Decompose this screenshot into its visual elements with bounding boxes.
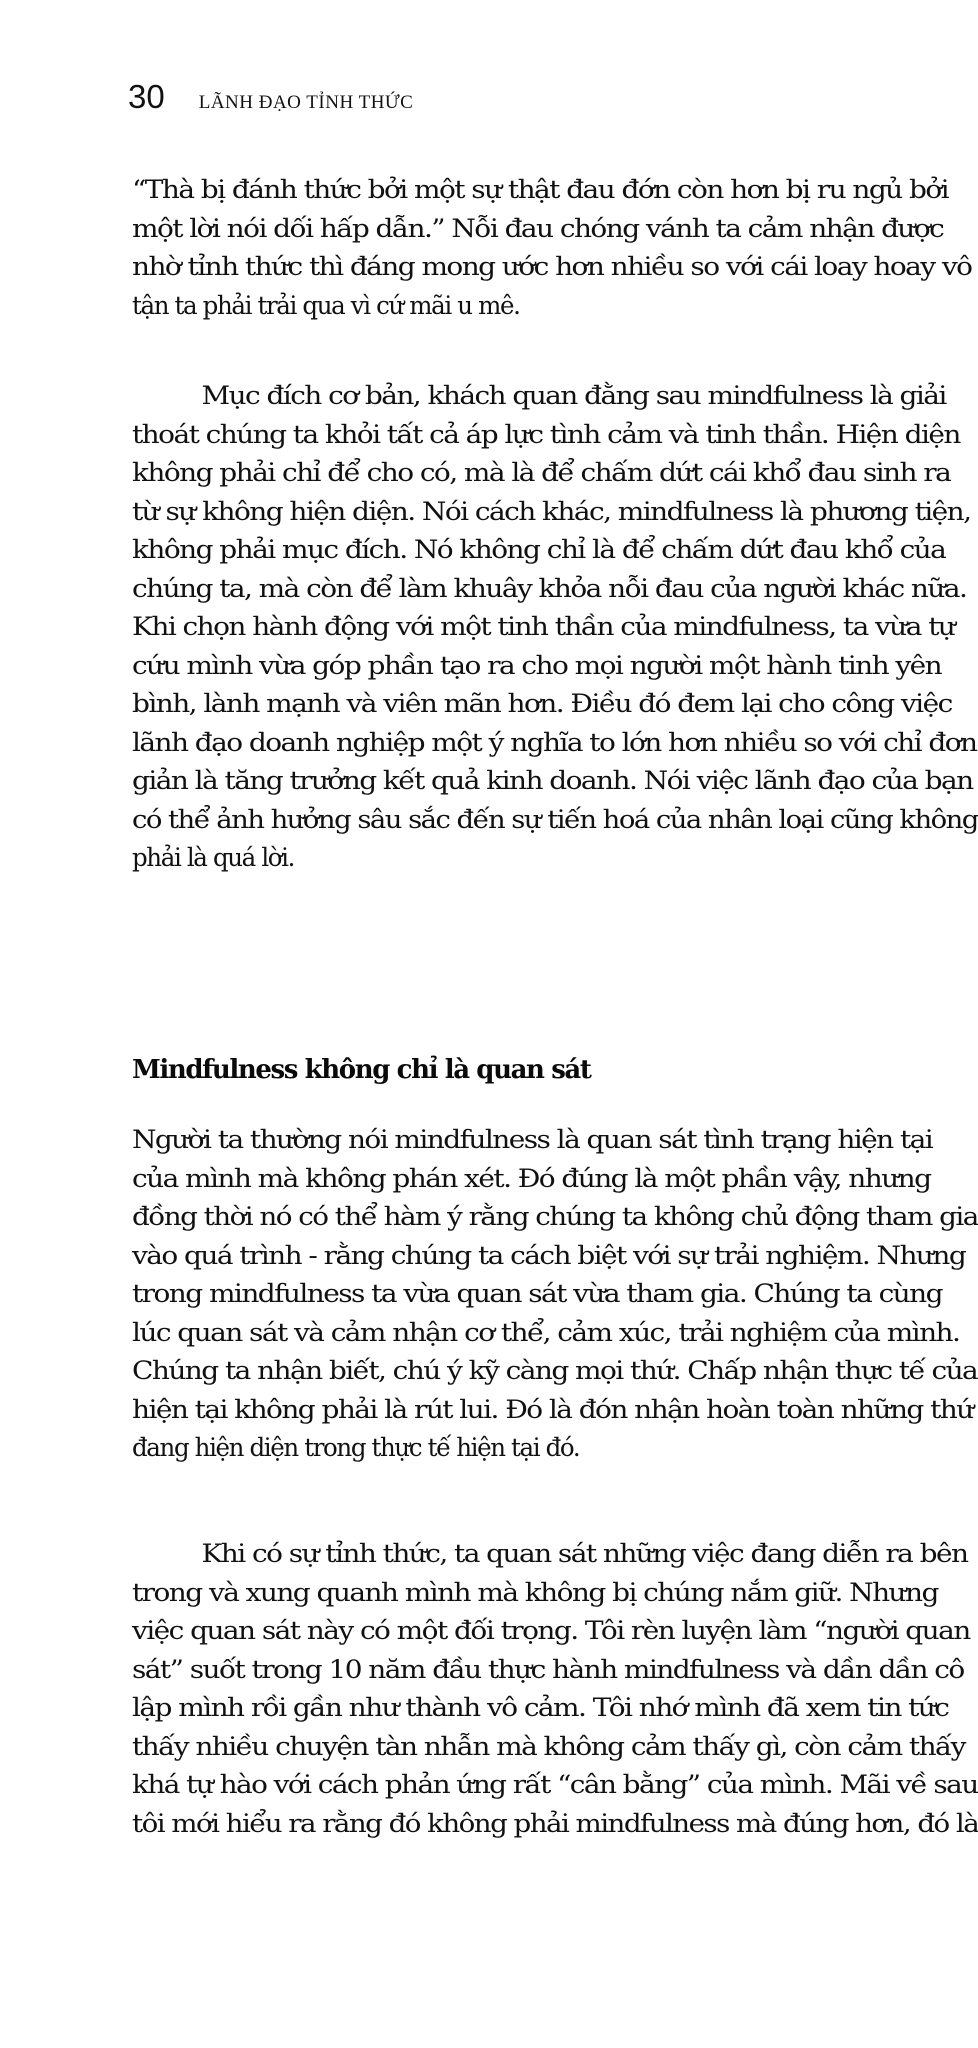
text-line: Người ta thường nói mindfulness là quan sát tình trạng hiện tại (132, 1125, 933, 1154)
text-line: vào quá trình - rằng chúng ta cách biệt với sự trải nghiệm. Nhưng (132, 1240, 966, 1270)
text-line: phải là quá lời. (132, 843, 295, 872)
text-line: thấy nhiều chuyện tàn nhẫn mà không cảm thấy gì, còn cảm thấy (132, 1731, 965, 1761)
text-line: Mục đích cơ bản, khách quan đằng sau mindfulness là giải (201, 381, 946, 410)
text-line: nhờ tỉnh thức thì đáng mong ước hơn nhiều so với cái loay hoay vô (132, 252, 972, 281)
text-line: khá tự hào với cách phản ứng rất “cân bằng” của mình. Mãi về sau (132, 1770, 978, 1799)
text-line: không phải chỉ để cho có, mà là để chấm dứt cái khổ đau sinh ra (132, 458, 951, 487)
text-line: của mình mà không phán xét. Đó đúng là một phần vậy, nhưng (132, 1163, 931, 1193)
text-line: Khi có sự tỉnh thức, ta quan sát những việc đang diễn ra bên (201, 1539, 968, 1568)
text-line: Chúng ta nhận biết, chú ý kỹ càng mọi thứ. Chấp nhận thực tế của (132, 1356, 978, 1385)
text-line: lãnh đạo doanh nghiệp một ý nghĩa to lớn hơn nhiều so với chỉ đơn (132, 727, 977, 757)
text-line: hiện tại không phải là rút lui. Đó là đón nhận hoàn toàn những thứ (132, 1394, 973, 1424)
running-title: LÃNH ĐẠO TỈNH THỨC (198, 92, 414, 113)
text-line: Khi chọn hành động với một tinh thần của mindfulness, ta vừa tự (132, 612, 955, 641)
paragraph-quote (132, 171, 978, 325)
text-line: lúc quan sát và cảm nhận cơ thể, cảm xúc, trải nghiệm của mình. (132, 1317, 960, 1347)
text-line: bình, lành mạnh và viên mãn hơn. Điều đó đem lại cho công việc (132, 689, 952, 718)
text-line: giản là tăng trưởng kết quả kinh doanh. Nói việc lãnh đạo của bạn (132, 766, 973, 795)
page-number: 30 (128, 78, 165, 115)
paragraph-awareness (132, 1535, 978, 1843)
text-line: “Thà bị đánh thức bởi một sự thật đau đớn còn hơn bị ru ngủ bởi (132, 175, 949, 204)
text-line: từ sự không hiện diện. Nói cách khác, mindfulness là phương tiện, (132, 496, 971, 526)
page-header (128, 78, 413, 116)
text-line: cứu mình vừa góp phần tạo ra cho mọi người một hành tinh yên (132, 650, 942, 680)
text-line: việc quan sát này có một đối trọng. Tôi rèn luyện làm “người quan (132, 1616, 970, 1645)
paragraph-purpose (132, 377, 978, 878)
text-line: thoát chúng ta khỏi tất cả áp lực tình cảm và tinh thần. Hiện diện (132, 419, 960, 449)
text-line: một lời nói dối hấp dẫn.” Nỗi đau chóng vánh ta cảm nhận được (132, 213, 944, 243)
text-line: đồng thời nó có thể hàm ý rằng chúng ta không chủ động tham gia (132, 1202, 978, 1231)
text-line: tận ta phải trải qua vì cứ mãi u mê. (132, 290, 520, 320)
text-line: sát” suốt trong 10 năm đầu thực hành mindfulness và dần dần cô (132, 1654, 964, 1684)
text-line: có thể ảnh hưởng sâu sắc đến sự tiến hoá của nhân loại cũng không (132, 804, 978, 834)
text-line: không phải mục đích. Nó không chỉ là để chấm dứt đau khổ của (132, 535, 946, 564)
text-line: trong và xung quanh mình mà không bị chúng nắm giữ. Nhưng (132, 1577, 938, 1607)
section-heading: Mindfulness không chỉ là quan sát (132, 1055, 591, 1085)
text-line: tôi mới hiểu ra rằng đó không phải mindfulness mà đúng hơn, đó là (132, 1808, 978, 1838)
text-line: trong mindfulness ta vừa quan sát vừa tham gia. Chúng ta cùng (132, 1279, 942, 1308)
text-line: đang hiện diện trong thực tế hiện tại đó. (132, 1433, 580, 1462)
text-line: chúng ta, mà còn để làm khuây khỏa nỗi đau của người khác nữa. (132, 573, 967, 603)
text-line: lập mình rồi gần như thành vô cảm. Tôi nhớ mình đã xem tin tức (132, 1693, 949, 1722)
paragraph-observation (132, 1121, 978, 1468)
